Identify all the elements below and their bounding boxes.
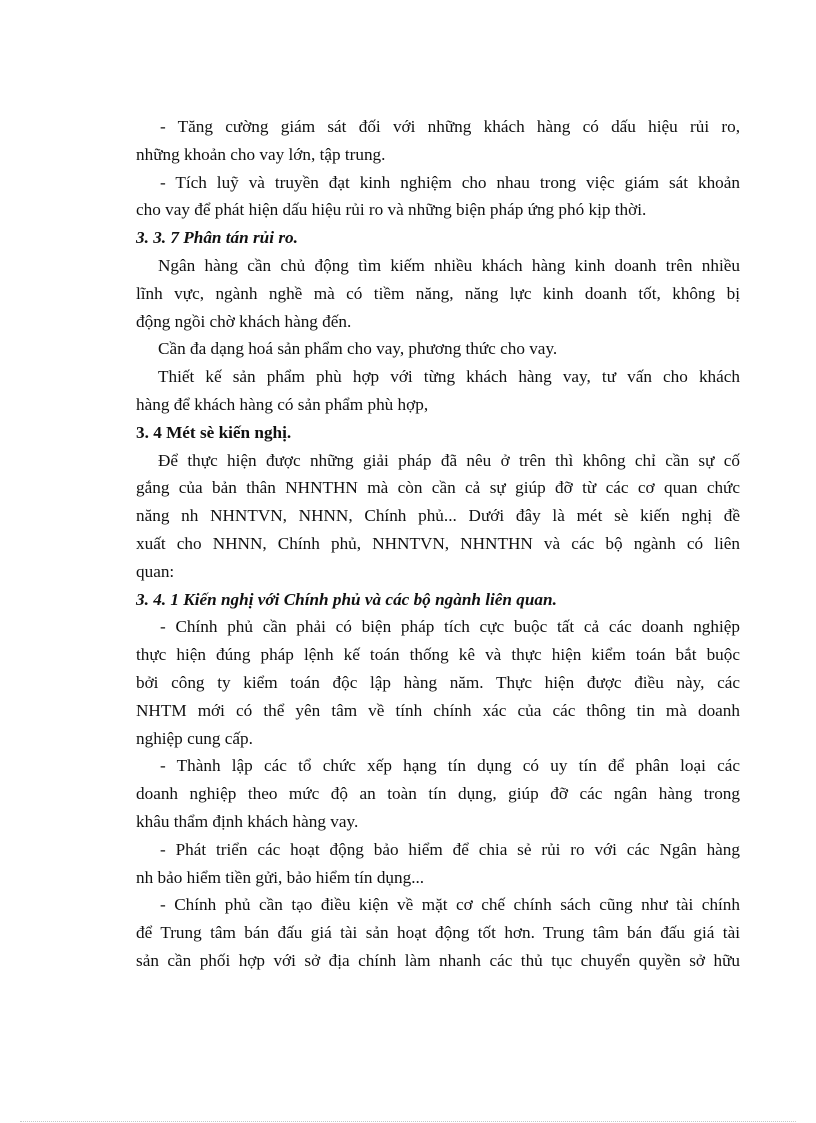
text-line: hàng để khách hàng có sản phẩm phù hợp, <box>136 394 429 414</box>
text-line: NHTM mới có thể yên tâm về tính chính xác của các thông tin mà doanh <box>136 700 740 720</box>
text-line: - Tích luỹ và truyền đạt kinh nghiệm cho nhau trong việc giám sát khoản <box>160 172 740 192</box>
text-line: để Trung tâm bán đấu giá tài sản hoạt động tốt hơn. Trung tâm bán đấu giá tài <box>136 923 740 943</box>
text-line: lĩnh vực, ngành nghề mà có tiềm năng, năng lực kinh doanh tốt, không bị <box>136 283 740 303</box>
text-line: Cần đa dạng hoá sản phẩm cho vay, phương thức cho vay. <box>158 339 558 359</box>
text-line: gắng của bản thân NHNTHN mà còn cần cả sự giúp đỡ từ các cơ quan chức <box>136 478 740 498</box>
document-page <box>136 113 740 975</box>
text-line: động ngồi chờ khách hàng đến. <box>136 311 352 331</box>
text-line: - Chính phủ cần phải có biện pháp tích cực buộc tất cả các doanh nghiệp <box>160 617 740 637</box>
text-line: sản cần phối hợp với sở địa chính làm nhanh các thủ tục chuyển quyền sở hữu <box>136 950 740 970</box>
section-heading: 3. 4 Mét sè kiến nghị. <box>136 422 292 442</box>
text-line: - Tăng cường giám sát đối với những khách hàng có dấu hiệu rủi ro, <box>160 117 740 136</box>
text-line: năng nh NHNTVN, NHNN, Chính phủ... Dưới đây là mét sè kiến nghị đề <box>136 506 740 526</box>
text-line: khâu thẩm định khách hàng vay. <box>136 811 359 831</box>
text-line: Để thực hiện được những giải pháp đã nêu ở trên thì không chỉ cần sự cố <box>158 450 740 470</box>
text-line: nh bảo hiểm tiền gửi, bảo hiểm tín dụng... <box>136 867 425 887</box>
text-line: - Thành lập các tổ chức xếp hạng tín dụng có uy tín để phân loại các <box>160 756 740 776</box>
text-line: cho vay để phát hiện dấu hiệu rủi ro và những biện pháp ứng phó kịp thời. <box>136 200 647 220</box>
text-line: Ngân hàng cần chủ động tìm kiếm nhiều khách hàng kinh doanh trên nhiều <box>158 255 740 275</box>
text-line: - Chính phủ cần tạo điều kiện về mặt cơ chế chính sách cũng như tài chính <box>160 895 740 915</box>
text-line: bởi công ty kiểm toán độc lập hàng năm. Thực hiện được điều này, các <box>136 672 740 692</box>
text-line: những khoản cho vay lớn, tập trung. <box>136 144 386 164</box>
text-line: thực hiện đúng pháp lệnh kế toán thống kê và thực hiện kiểm toán bắt buộc <box>136 645 740 665</box>
text-line: nghiệp cung cấp. <box>136 728 253 748</box>
text-line: - Phát triển các hoạt động bảo hiểm để chia sẻ rủi ro với các Ngân hàng <box>160 839 740 859</box>
text-line: Thiết kế sản phẩm phù hợp với từng khách hàng vay, tư vấn cho khách <box>158 367 740 387</box>
section-heading: 3. 3. 7 Phân tán rủi ro. <box>136 228 298 248</box>
page-bottom-rule <box>20 1121 796 1122</box>
text-line: doanh nghiệp theo mức độ an toàn tín dụng, giúp đỡ các ngân hàng trong <box>136 784 740 804</box>
section-heading: 3. 4. 1 Kiến nghị với Chính phủ và các bộ ngành liên quan. <box>136 589 557 609</box>
text-line: quan: <box>136 561 175 581</box>
text-line: xuất cho NHNN, Chính phủ, NHNTVN, NHNTHN và các bộ ngành có liên <box>136 533 740 553</box>
